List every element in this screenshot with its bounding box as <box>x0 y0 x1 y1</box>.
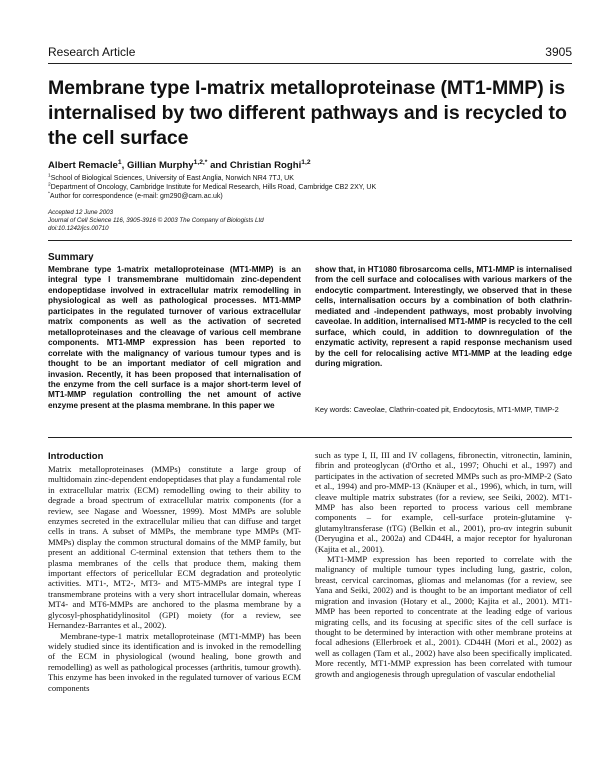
keywords: Key words: Caveolae, Clathrin-coated pit, Endocytosis, MT1-MMP, TIMP-2 <box>315 405 559 414</box>
section-label: Research Article <box>48 45 136 59</box>
author-name: Christian Roghi <box>229 160 302 171</box>
introduction-heading: Introduction <box>48 451 104 462</box>
affiliation-text: Department of Oncology, Cambridge Institute for Medical Research, Hills Road, Cambridge CB2 2XY, UK <box>50 184 377 192</box>
summary-heading: Summary <box>48 252 94 263</box>
body-column-right <box>315 450 572 679</box>
correspondence-text: Author for correspondence (e-mail: gm290@cam.ac.uk) <box>49 193 223 201</box>
affiliations <box>48 174 572 202</box>
summary-text-right: show that, in HT1080 fibrosarcoma cells, MT1-MMP is internalised from the cell surface and colocalises with various markers of the endocytic compartment. Interestingly, we observed that in these cells, internalisation occurs by a combination of both clathrin-mediated and -independent pathways, most probably involving caveolae. In addition, internalised MT1-MMP is recycled to the cell surface, which could, in addition to downregulation of the enzymatic activity, represent a rapid response mechanism used by the cell for relocalising active MT1-MMP at the leading edge during migration. <box>315 265 572 369</box>
author-affiliation-mark: 1,2 <box>301 158 311 166</box>
accepted-date: Accepted 12 June 2003 <box>48 209 114 216</box>
author-conjunction: and <box>210 160 228 171</box>
article-title: Membrane type I-matrix metalloproteinase (MT1-MMP) is internalised by two different pathways and is recycled to the cell surface <box>48 77 567 149</box>
author-affiliation-mark: 1 <box>117 158 122 166</box>
paragraph: Matrix metalloproteinases (MMPs) constitute a large group of multidomain zinc-dependent endopeptidases that play a fundamental role in extracellular matrix (ECM) remodelling owing to their ability to degrade a broad spectrum of extracellular matrix components (for a review, see Nagase and Woessner, 1999). Most MMPs are soluble enzymes secreted in the extracellular milieu that can diffuse and target cells in trans. A subset of MMPs, the membrane type MMPs (MT-MMPs) display the common structural domains of the MMP family, but present an additional C-terminal extension that tethers them to the plasma membranes of the cells that produce them, making them important effectors of pericellular ECM degradation and proteolytic activities. MT1-, MT2-, MT3- and MT5-MMPs are integral type I transmembrane proteins with a very short intracellular domain, whereas MT4- and MT6-MMPs are anchored to the plasma membrane by a glycosyl-phosphatidylinositol (GPI) moiety (for a review, see Hernandez-Barrantes et al., 2002). <box>48 464 301 631</box>
running-header <box>48 45 572 63</box>
journal-citation: Journal of Cell Science 116, 3905-3916 © 2003 The Company of Biologists Ltd <box>48 217 264 224</box>
author-name: Gillian Murphy <box>126 160 194 171</box>
affiliation-line <box>48 174 572 183</box>
summary-text-left: Membrane type 1-matrix metalloproteinase (MT1-MMP) is an integral type I transmembrane multidomain zinc-dependent endopeptidase involved in extracellular matrix remodelling in physiological as well as pathological processes. MT1-MMP participates in the regulated turnover of various extracellular matrix components as well as the activation of secreted metalloproteinases and the cleavage of various cell membrane components. MT1-MMP expression has been reported to correlate with the malignancy of various tumour types and is thought to be an important mediator of cell migration and invasion. Recently, it has been proposed that internalisation of the enzyme from the cell surface is a major short-term level of MT1-MMP regulation controlling the net amount of active enzyme present at the plasma membrane. In this paper we <box>48 265 301 410</box>
affiliation-mark: 1 <box>48 173 51 179</box>
page-number: 3905 <box>545 45 572 59</box>
author-list: Albert Remacle$^1$, Gillian Murphy$^{1,2,*}$ and Christian Roghi$^{1,2}$ <box>48 158 311 171</box>
body-column-left <box>48 464 301 693</box>
summary-bottom-rule <box>48 437 572 438</box>
author-affiliation-mark: 1,2,* <box>193 158 208 166</box>
author-name: Albert Remacle <box>48 160 118 171</box>
paragraph: Membrane-type-1 matrix metalloproteinase (MT1-MMP) has been widely studied since its identification and is invoked in the remodelling of the ECM in physiological (wound healing, bone growth and remodelling) as well as pathological processes (arthritis, tumour growth). This enzyme has been invoked in the regulated turnover of various ECM components <box>48 630 301 693</box>
affiliation-mark: 2 <box>48 182 51 188</box>
affiliation-mark: * <box>48 192 50 198</box>
doi: doi:10.1242/jcs.00710 <box>48 225 109 232</box>
header-rule <box>48 63 572 64</box>
affiliation-line <box>48 183 572 192</box>
summary-top-rule <box>48 240 572 241</box>
correspondence-line <box>48 192 572 201</box>
paragraph: MT1-MMP expression has been reported to correlate with the malignancy of multiple tumour types including lung, gastric, colon, breast, cervical carcinomas, gliomas and melanomas (for a review, see Yana and Seiki, 2002) and is thought to be an important mediator of cell migration and invasion (Hotary et al., 2000; Kajita et al., 2001). MT1-MMP has been reported to concentrate at the leading edge of various migrating cells, and its focusing at specific sites of the cell surface is thought to be determined by interaction with other membrane proteins at focal adhesions (Ellerbroek et al., 2001). CD44H (Mori et al., 2002) as well as collagen (Tam et al., 2002) have also been specifically implicated. More recently, MT1-MMP expression has been correlated with tumour growth and angiogenesis through upregulation of vascular endothelial <box>315 554 572 679</box>
publication-info <box>48 209 572 233</box>
paragraph: such as type I, II, III and IV collagens, fibronectin, vitronectin, laminin, fibrin and proteoglycan (d'Ortho et al., 1997; Ohuchi et al., 1997) and participates in the activation of secreted MMPs such as pro-MMP-2 (Sato et al., 1994) and pro-MMP-13 (Knäuper et al., 1996), which, in turn, will cleave multiple matrix substrates (for a review, see Seiki, 2002). MT1-MMP has also been reported to process various cell membrane components – for example, cell-surface protein-glutamine γ-glutamyltransferase (tTG) (Belkin et al., 2001), pro-αv integrin subunit (Deryugina et al., 2002a) and CD44H, a major receptor for hyaluronan (Kajita et al., 2001). <box>315 450 572 554</box>
affiliation-text: School of Biological Sciences, University of East Anglia, Norwich NR4 7TJ, UK <box>50 175 294 182</box>
